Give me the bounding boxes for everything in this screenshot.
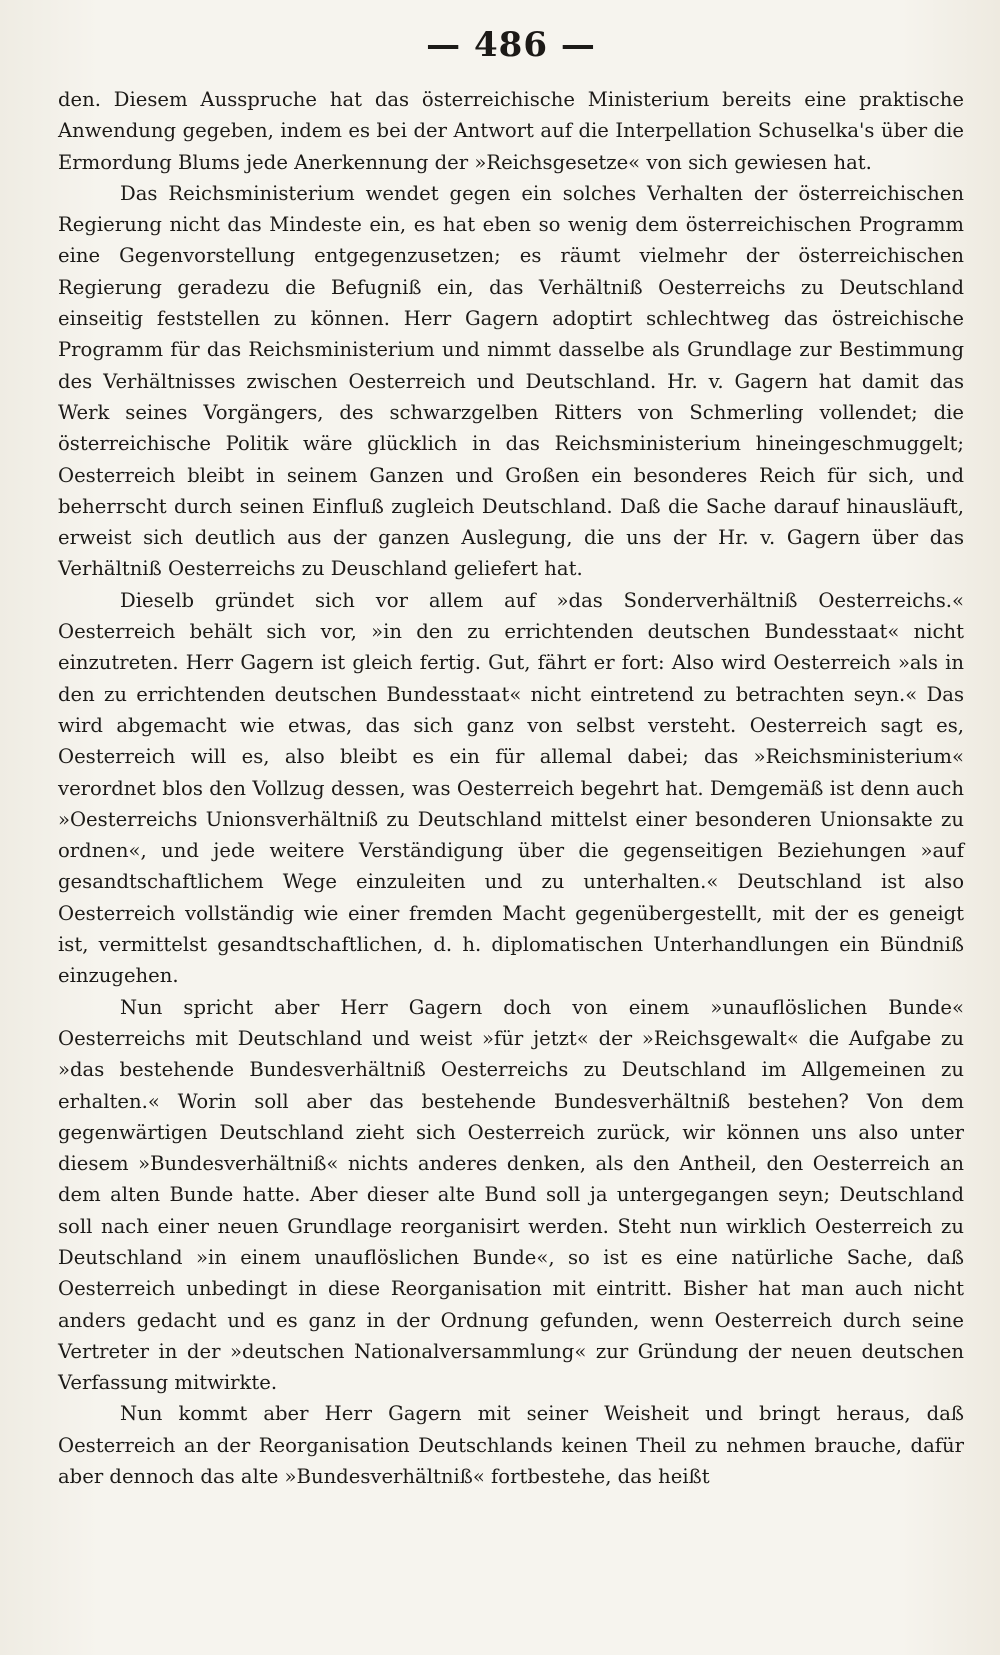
paragraph-3: Dieselb gründet sich vor allem auf »das Sonderverhältniß Oesterreichs.« Oesterreich behält sich vor, »in den zu errichtenden deutschen Bundesstaat« nicht einzutreten. Herr Gagern ist gleich fertig. Gut, fährt er fort: Also wird Oesterreich »als in den zu errichtenden deutschen Bundesstaat« nicht eintretend zu betrachten seyn.« Das wird abgemacht wie etwas, das sich ganz von selbst versteht. Oesterreich sagt es, Oesterreich will es, also bleibt es ein für allemal dabei; das »Reichsministerium« verordnet blos den Vollzug dessen, was Oesterreich begehrt hat. Demgemäß ist denn auch »Oesterreichs Unionsverhältniß zu Deutschland mittelst einer besonderen Unionsakte zu ordnen«, und jede weitere Verständigung über die gegenseitigen Beziehungen »auf gesandtschaftlichem Wege einzuleiten und zu unterhalten.« Deutschland ist also Oesterreich vollständig wie einer fremden Macht gegenübergestellt, mit der es geneigt ist, vermittelst gesandtschaftlichen, d. h. diplomatischen Unterhandlungen ein Bündniß einzugehen. (58, 588, 964, 988)
paragraph-4: Nun spricht aber Herr Gagern doch von einem »unauflöslichen Bunde« Oesterreichs mit Deutschland und weist »für jetzt« der »Reichsgewalt« die Aufgabe zu »das bestehende Bundesverhältniß Oesterreichs zu Deutschland im Allgemeinen zu erhalten.« Worin soll aber das bestehende Bundesverhältniß bestehen? Von dem gegenwärtigen Deutschland zieht sich Oesterreich zurück, wir können uns also unter diesem »Bundesverhältniß« nichts anderes denken, als den Antheil, den Oesterreich an dem alten Bunde hatte. Aber dieser alte Bund soll ja untergegangen seyn; Deutschland soll nach einer neuen Grundlage reorganisirt werden. Steht nun wirklich Oesterreich zu Deutschland »in einem unauflöslichen Bunde«, so ist es eine natürliche Sache, daß Oesterreich unbedingt in diese Reorganisation mit eintritt. Bisher hat man auch nicht anders gedacht und es ganz in der Ordnung gefunden, wenn Oesterreich durch seine Vertreter in der »deutschen Nationalversammlung« zur Gründung der neuen deutschen Verfassung mitwirkte. (58, 995, 964, 1395)
page-number: — 486 — (426, 25, 596, 65)
paragraph-2: Das Reichsministerium wendet gegen ein solches Verhalten der österreichischen Regierung nicht das Mindeste ein, es hat eben so wenig dem österreichischen Programm eine Gegenvorstellung entgegenzusetzen; es räumt vielmehr der österreichischen Regierung geradezu die Befugniß ein, das Verhältniß Oesterreichs zu Deutschland einseitig feststellen zu können. Herr Gagern adoptirt schlechtweg das östreichische Programm für das Reichsministerium und nimmt dasselbe als Grundlage zur Bestimmung des Verhältnisses zwischen Oesterreich und Deutschland. Hr. v. Gagern hat damit das Werk seines Vorgängers, des schwarzgelben Ritters von Schmerling vollendet; die österreichische Politik wäre glücklich in das Reichsministerium hineingeschmuggelt; Oesterreich bleibt in seinem Ganzen und Großen ein besonderes Reich für sich, und beherrscht durch seinen Einfluß zugleich Deutschland. Daß die Sache darauf hinausläuft, erweist sich deutlich aus der ganzen Auslegung, die uns der Hr. v. Gagern über das Verhältniß Oesterreichs zu Deuschland geliefert hat. (58, 181, 964, 581)
paragraph-1-continuation: den. Diesem Ausspruche hat das österreichische Ministerium bereits eine praktische Anwendung gegeben, indem es bei der Antwort auf die Interpellation Schuselka's über die Ermordung Blums jede Anerkennung der »Reichsgesetze« von sich gewiesen hat. (58, 88, 964, 174)
paragraph-5: Nun kommt aber Herr Gagern mit seiner Weisheit und bringt heraus, daß Oesterreich an der Reorganisation Deutschlands keinen Theil zu nehmen brauche, dafür aber dennoch das alte »Bundesverhältniß« fortbestehe, das heißt (58, 1402, 964, 1489)
article-body (58, 84, 964, 1492)
